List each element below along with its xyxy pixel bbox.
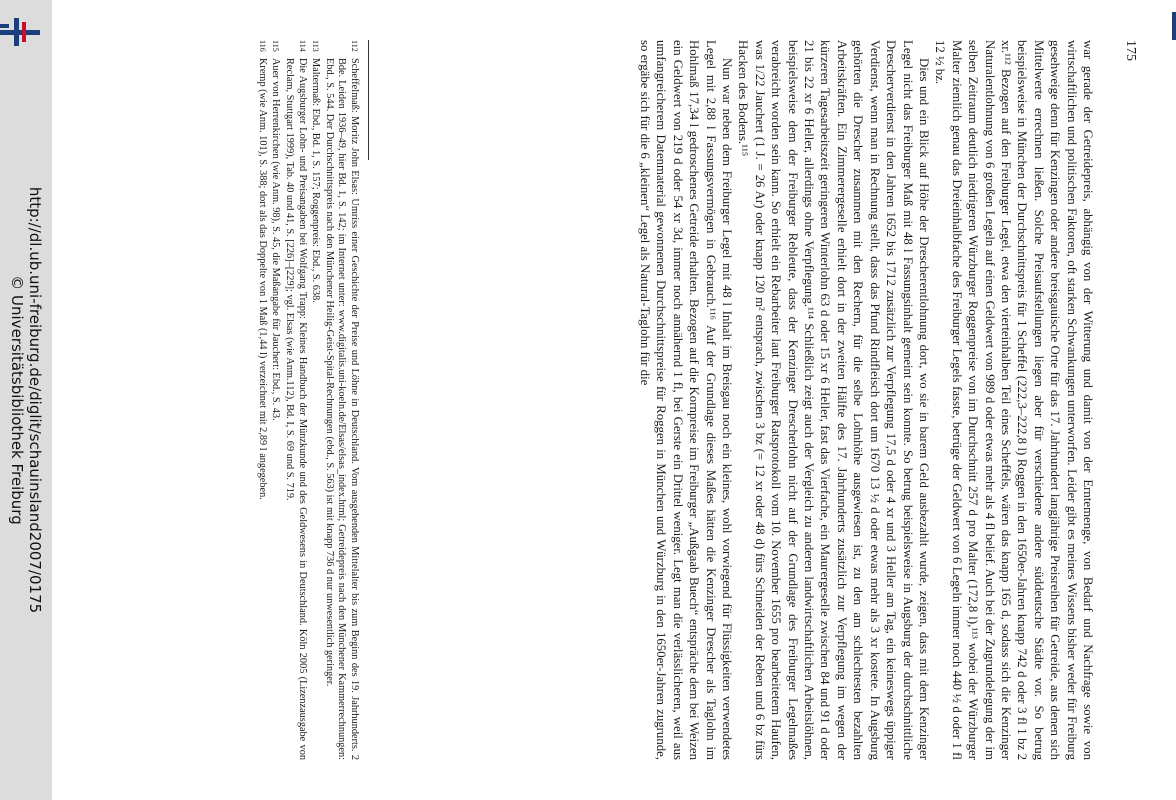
scanned-page (52, 0, 1176, 800)
page-number: 175 (1123, 40, 1138, 61)
footnote (282, 40, 307, 760)
footnote-number: 116 (257, 40, 267, 52)
footnote-text: Scheffelmaß: Moritz John Elsas: Umriss einer Geschichte der Preise und Löhne in Deutschland. Vom ausgehenden Mittelalter bis zum Beginn des 19. Jahrhunderts. 2 Bde. Leiden 1936–49, hier Bd. 1, S. 142; im Internet unter: www.digitalis.uni-koeln.de/Elsas/elsas_index.html; Getreidepreis nach den Münchener Kammerrechnungen: Ebd., S. 544. Der Durchschnittspreis nach den Münchener Heilig-Geist-Spital-Rechnungen (ebd., S. 563) ist mit knapp 736 d nur unwesentlich geringer. (323, 58, 360, 760)
footnote-number: 115 (271, 40, 281, 52)
footnote-text: Kremp (wie Anm. 101), S. 388; dort als das Doppelte von 1 Maß (1,44 l) verzeichnet mit 2,89 l angegeben. (256, 58, 268, 500)
footnote-number: 114 (297, 40, 307, 52)
footnote-number: 112 (350, 40, 359, 52)
paragraph: Dies und ein Blick auf Höhe der Drescherentlohnung dort, wo sie in barem Geld ausbezahlt wurde, zeigen, dass mit dem Kenzinger Legel nicht das Freiburger Maß mit 48 l Fassungsinhalt gemeint sein konnte. So betrug beispielsweise in Augsburg der durchschnittliche Drescherverdienst in den Jahren 1652 bis 1712 zusätzlich zur Verpflegung 17,5 d oder 4 xr und 3 Heller am Tag, ein keineswegs üppiger Verdienst, wenn man in Rechnung stellt, dass das Pfund Rindfleisch dort um 1670 13 ½ d oder etwas mehr als 3 xr kostete. In Augsburg gehörten die Drescher zusammen mit den Rechern, für die selbe Lohnhöhe ausgewiesen ist, zu den am schlechtesten bezahlten Arbeitskräften. Ein Zimmerergeselle erhielt dort in der zweiten Hälfte des 17. Jahrhunderts zusätzlich zur Verpflegung im wegen der kürzeren Tagesarbeitszeit geringeren Winterlohn 63 d oder 15 xr 6 Heller, fast das Vierfache, ein Maurergeselle zwischen 84 und 91 d oder 21 bis 22 xr 6 Heller, allerdings ohne Verpflegung.¹¹⁴ Schließlich zeigt auch der Vergleich zu anderen landwirtschaftlichen Arbeitslöhnen, beispielsweise dem der Freiburger Rebleute, dass der Kenzinger Drescherlohn nicht auf der Grundlage des Freiburger Legelmaßes verabreicht worden sein kann. So erhielt ein Rebarbeiter laut Freiburger Ratsprotokoll vom 10. November 1655 pro bearbeitetem Haufen, was 1/22 Jauchert (1 J. = 26 Ar) oder knapp 120 m² entsprach, zwischen 3 bz (= 12 xr oder 48 d) fürs Schneiden der Reben und 6 bz fürs Hacken des Bodens.¹¹⁵ (736, 40, 931, 760)
copyright-text: © Universitätsbibliothek Freiburg (8, 275, 26, 525)
paragraph: Nun war neben dem Freiburger Legel mit 48 l Inhalt im Breisgau noch ein kleines, wohl vorwiegend für Flüssigkeiten verwendetes Legel mit 2,88 l Fassungsvermögen in Gebrauch.¹¹⁶ Auf der Grundlage dieses Maßes hätten die Kenzinger Drescher als Taglohn im Hohlmaß 17,34 l gedroschenes Getreide erhalten. Bezogen auf die Kornpreise im Freiburger „Außgaab Buech“ entspräche dem bei Weizen ein Geldwert von 219 d oder 54 xr 3d, immer noch annähernd 1 fl, bei Gerste ein Drittel weniger. Legt man die verlässlicheren, weil aus umfangreicherem Datenmaterial gewonnenen Durchschnittspreise für Roggen in München und Würzburg in den 1650er-Jahren zugrunde, so ergäbe sich für die 6 „kleinen“ Legel als Natural-Taglohn für die (638, 40, 735, 760)
paragraph: war gerade der Getreidepreis, abhängig von der Witterung und damit von der Erntemenge, von Bedarf und Nachfrage sowie von wirtschaftlichen und politischen Faktoren, oft starken Schwankungen unterworfen. Leider gibt es meines Wissens bisher weder für Freiburg gesehweige denn für Kenzingen oder andere breisgauische Orte für das 17. Jahrhundert langjährige Preisreihen für Getreide, aus denen sich Mittelwerte errechnen ließen. Solche Preisaufstellungen liegen aber für verschiedene andere süddeutsche Städte vor. So betrug beispielsweise in München der Durchschnittspreis für 1 Scheffel (222,3–222,8 l) Roggen in den 1650er-Jahren knapp 742 d oder 3 fl 1 bz 2 xr.¹¹² Bezogen auf den Freiburger Legel, etwa den vierteinhalben Teil eines Scheffels, wären das knapp 165 d, sodass sich die Kenzinger Naturalentlohnung von 6 großen Legeln auf einen Geldwert von 989 d oder etwas mehr als 4 fl belief. Auch bei der Zugrundelegung der im selben Zeitraum deutlich niedrigeren Würzburger Roggenpreise von im Durchschnitt 257 d pro Malter (172,8 l),¹¹³ wobei der Würzburger Malter ziemlich genau das Dreieinhalbfache des Freiburger Legels fasste, betrüge der Geldwert von 6 Legeln immer noch 440 ½ d oder 1 fl 12 ½ bz. (933, 40, 1095, 760)
body-text (637, 40, 1096, 760)
page-edge-marker (1172, 12, 1176, 40)
footnote (269, 40, 282, 760)
footnote-text: Auer von Herrenkirchen (wie Anm. 98), S. 45, die Maßangabe für Jauchert: Ebd., S. 43. (270, 58, 282, 421)
footnote-text: Die Augsburger Lohn- und Preisangaben bei Wolfgang Trapp: Kleines Handbuch der Münzkunde und des Geldwesens in Deutschland. Köln 2005 (Lizenzausgabe von Reclam, Stuttgart 1999), Tab. 40 und 41, S. [226]–[229]; vgl. Elsas (wie Anm.112), Bd. I, S. 69 und S. 719. (284, 58, 308, 760)
footnote (322, 40, 360, 760)
permalink-caption (0, 0, 52, 800)
page-content (84, 40, 1144, 760)
footnote (309, 40, 322, 760)
viewer-sidebar (0, 0, 52, 800)
footnotes (254, 40, 360, 760)
footnote (255, 40, 268, 760)
permalink-url[interactable]: http://dl.ub.uni-freiburg.de/diglit/schauinsland2007/0175 (26, 186, 44, 614)
footnote-text: Maltermaß: Ebd., Bd. 1, S. 157; Roggenpreis: Ebd., S. 638. (310, 58, 322, 303)
footnote-number: 113 (311, 40, 321, 52)
footnote-divider (368, 40, 369, 160)
